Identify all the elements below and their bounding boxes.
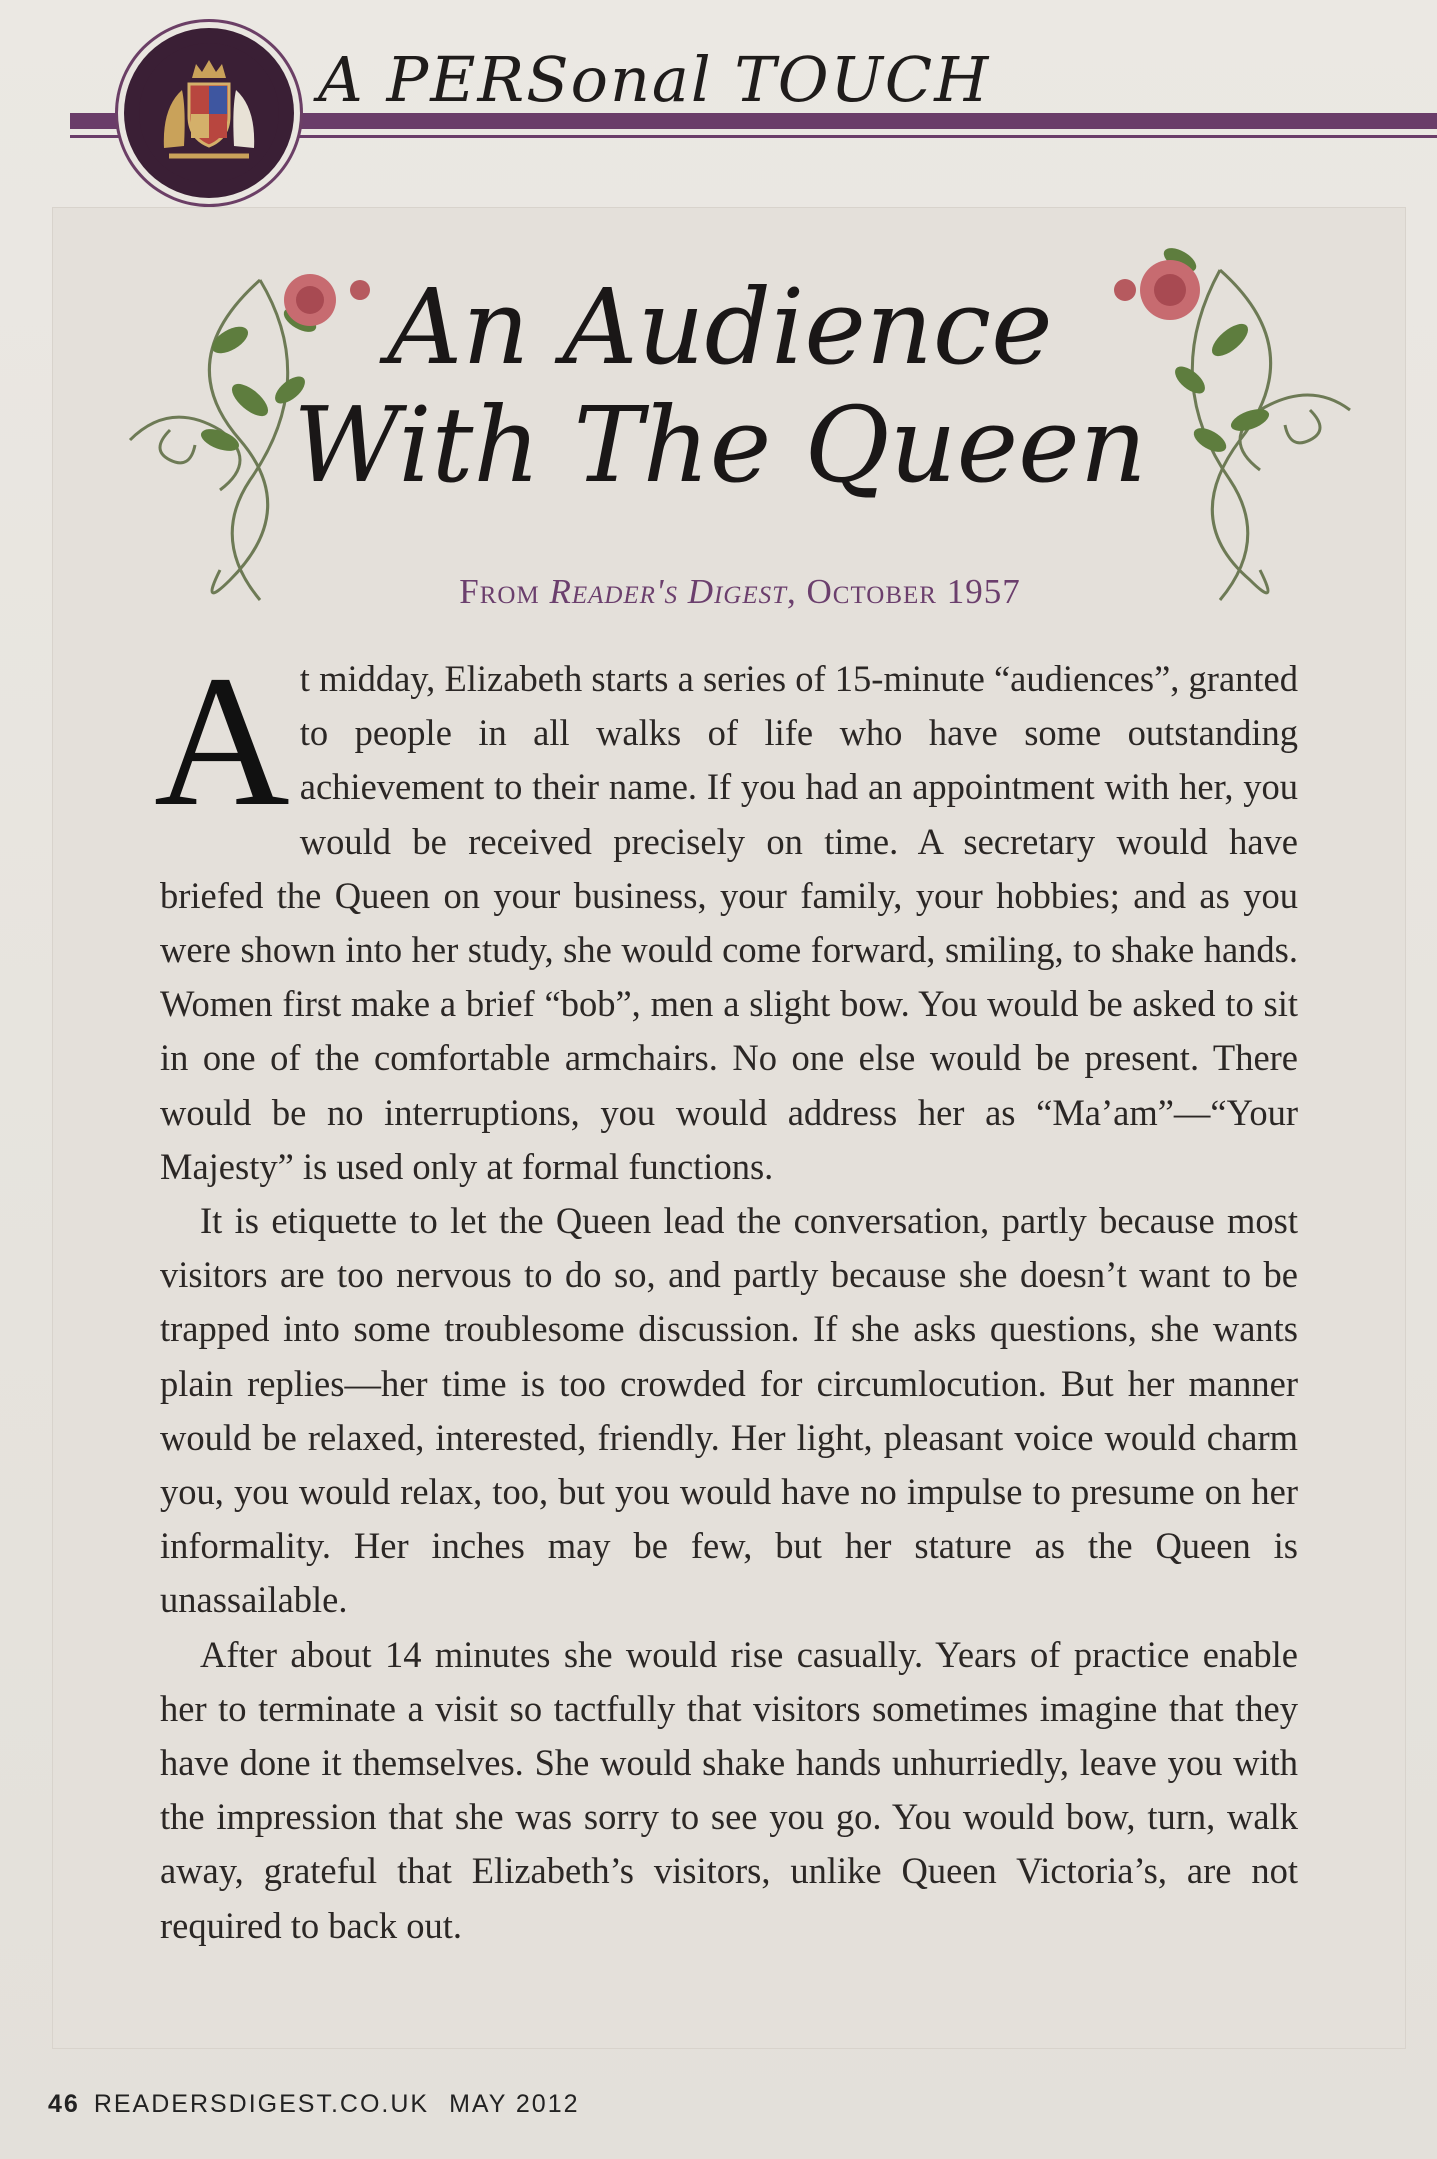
- headline-line-2: With The Queen: [293, 384, 1147, 506]
- article-headline: [290, 268, 1150, 504]
- paragraph-3: After about 14 minutes she would rise casually. Years of practice enable her to terminate a visit so tactfully that visitors sometimes imagine that they have done it themselves. She would shake hands unhurriedly, leave you with the impression that she was sorry to see you go. You would bow, turn, walk away, grateful that Elizabeth’s visitors, unlike Queen Victoria’s, are not required to back out.: [160, 1633, 1298, 1946]
- footer-site: READERSDIGEST.CO.UK: [93, 2090, 430, 2118]
- royal-coat-of-arms-icon: [124, 28, 294, 198]
- headline-line-1: An Audience: [387, 266, 1053, 388]
- paragraph-1-text: t midday, Elizabeth starts a series of 15-minute “audiences”, granted to people in all walks of life who have some outstanding achievement to their name. If you had an appointment with her, you would be received precisely on time. A secretary would have briefed the Queen on your business, your family, your hobbies; and as you were shown into her study, she would come forward, smiling, to shake hands. Women first make a brief “bob”, men a slight bow. You would be asked to sit in one of the comfortable armchairs. No one else would be present. There would be no interruptions, you would address her as “Ma’am”—“Your Majesty” is used only at formal functions.: [160, 658, 1298, 1187]
- source-date: , October 1957: [787, 572, 1021, 611]
- paragraph-1: [154, 636, 1298, 1194]
- footer-issue: MAY 2012: [449, 2090, 580, 2118]
- source-prefix: From: [459, 572, 550, 611]
- page-number: 46: [48, 2090, 80, 2118]
- source-magazine: Reader's Digest: [549, 572, 788, 611]
- section-title: A PERSonal TOUCH: [318, 43, 991, 116]
- paragraph-2: It is etiquette to let the Queen lead the conversation, partly because most visitors are too nervous to do so, and partly because she doesn’t want to be trapped into some troublesome discussion. If she asks questions, she wants plain replies—her time is too crowded for circumlocution. But her manner would be relaxed, interested, friendly. Her light, pleasant voice would charm you, you would relax, too, but you would have no impulse to presume on her informality. Her inches may be few, but her stature as the Queen is unassailable.: [160, 1200, 1298, 1621]
- page-footer: [48, 2090, 948, 2119]
- article-body: [154, 636, 1298, 1953]
- drop-cap: A: [154, 636, 290, 845]
- article-source: [250, 572, 1230, 612]
